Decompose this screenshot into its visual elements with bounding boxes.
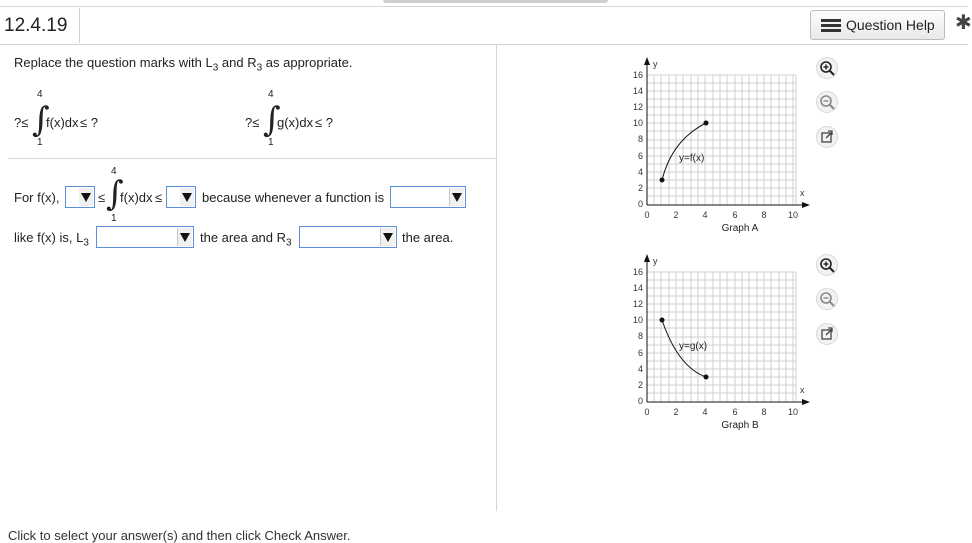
y-tick-label: 12: [632, 102, 643, 112]
y-tick-label: 14: [632, 86, 643, 96]
question-number: 12.4.19: [0, 8, 80, 43]
lower-bound-dropdown[interactable]: [65, 186, 95, 208]
graph-a-endpoint: [660, 178, 665, 183]
graph-a-caption: Graph A: [721, 223, 759, 234]
y-tick-label: 6: [637, 348, 643, 358]
graph-b-x-label: x: [800, 385, 805, 395]
x-tick-label: 0: [644, 210, 650, 220]
graph-a-endpoint: [704, 121, 709, 126]
graph-b: [620, 252, 820, 437]
graph-a: [620, 55, 820, 240]
x-tick-label: 6: [732, 210, 738, 220]
dropdown-arrow-icon: [79, 188, 93, 206]
zoom-in-button[interactable]: [816, 57, 838, 79]
integral-sign-icon: ∫: [32, 100, 50, 140]
gear-icon[interactable]: ✱: [955, 12, 972, 34]
pop-out-button[interactable]: [816, 126, 838, 148]
function-behavior-dropdown[interactable]: [390, 186, 466, 208]
integral-sign-icon: ∫: [263, 100, 281, 140]
answer-integrand: f(x)dx: [120, 190, 153, 205]
y-tick-label: 2: [637, 380, 643, 390]
y-tick-label: 4: [637, 364, 643, 374]
graph-a-x-label: x: [800, 188, 805, 198]
y-tick-label: 6: [637, 151, 643, 161]
area-and-text: the area and $R_3$: [200, 230, 292, 249]
the-area-text: the area.: [402, 230, 454, 245]
l3-area-dropdown[interactable]: [96, 226, 194, 248]
x-tick-label: 10: [787, 210, 799, 220]
graph-b-endpoint: [660, 318, 665, 323]
graph-b-y-label: y: [653, 256, 658, 266]
dropdown-arrow-icon: [449, 188, 464, 206]
eq2-integrand: g(x)dx: [277, 115, 314, 130]
le-sign-1: ≤: [98, 190, 106, 205]
y-tick-label: 16: [632, 267, 643, 277]
eq1-upper-limit: 4: [37, 89, 43, 100]
y-tick-label: 12: [632, 299, 643, 309]
top-scroll-tab: [383, 0, 608, 3]
graph-a-y-label: y: [653, 59, 658, 69]
answer-upper-limit: 4: [111, 166, 117, 177]
graph-a-grid: [647, 75, 796, 205]
x-tick-label: 8: [761, 407, 767, 417]
graph-b-x-arrow: [802, 399, 810, 405]
eq2-lower-limit: 1: [268, 137, 274, 148]
zoom-out-icon: [817, 289, 837, 309]
dropdown-arrow-icon: [180, 188, 194, 206]
y-tick-label: 14: [632, 283, 643, 293]
zoom-in-icon: [817, 58, 837, 78]
eq1-lower-limit: 1: [37, 137, 43, 148]
y-tick-label: 0: [637, 396, 643, 406]
y-tick-label: 2: [637, 183, 643, 193]
top-border: [0, 6, 968, 7]
list-icon: [821, 19, 841, 32]
graph-a-x-tick-labels: [644, 210, 798, 220]
zoom-in-button[interactable]: [816, 254, 838, 276]
like-text: like f(x) is, $L_3$: [14, 230, 89, 249]
because-text: because whenever a function is: [202, 190, 385, 205]
for-label: For f(x),: [14, 190, 60, 205]
graph-a-y-arrow: [644, 57, 650, 65]
zoom-out-icon: [817, 92, 837, 112]
eq2-right: ≤ ?: [315, 115, 333, 130]
x-tick-label: 8: [761, 210, 767, 220]
x-tick-label: 4: [702, 210, 708, 220]
answer-lower-limit: 1: [111, 213, 117, 224]
y-tick-label: 8: [637, 134, 643, 144]
eq2-left: ?≤: [245, 115, 260, 130]
r3-area-dropdown[interactable]: [299, 226, 397, 248]
graph-b-grid: [647, 272, 796, 402]
graph-b-curve-label: y=g(x): [679, 341, 708, 352]
upper-bound-dropdown[interactable]: [166, 186, 196, 208]
x-tick-label: 2: [673, 210, 679, 220]
y-tick-label: 4: [637, 167, 643, 177]
graph-b-x-tick-labels: [644, 407, 798, 417]
x-tick-label: 2: [673, 407, 679, 417]
external-link-icon: [817, 127, 837, 147]
graph-b-y-arrow: [644, 254, 650, 262]
zoom-out-button[interactable]: [816, 91, 838, 113]
le-sign-2: ≤: [155, 190, 163, 205]
y-tick-label: 10: [632, 118, 643, 128]
question-help-label: Question Help: [846, 17, 935, 33]
eq1-left: ?≤: [14, 115, 29, 130]
pop-out-button[interactable]: [816, 323, 838, 345]
question-prompt: Replace the question marks with $L_3$ and $R_3$ as appropriate.: [14, 55, 353, 74]
external-link-icon: [817, 324, 837, 344]
graph-a-y-tick-labels: [633, 70, 643, 209]
section-divider: [8, 158, 496, 159]
x-tick-label: 0: [644, 407, 650, 417]
header-divider: [0, 44, 968, 45]
graph-b-y-tick-labels: [633, 267, 643, 406]
y-tick-label: 16: [632, 70, 643, 80]
zoom-out-button[interactable]: [816, 288, 838, 310]
dropdown-arrow-icon: [380, 228, 395, 246]
panel-divider: [496, 45, 497, 511]
x-tick-label: 4: [702, 407, 708, 417]
graph-b-caption: Graph B: [721, 420, 759, 431]
integral-sign-icon: ∫: [106, 174, 124, 214]
x-tick-label: 6: [732, 407, 738, 417]
graph-b-endpoint: [704, 375, 709, 380]
footer-instruction: Click to select your answer(s) and then click Check Answer.: [8, 528, 351, 543]
y-tick-label: 10: [632, 315, 643, 325]
x-tick-label: 10: [787, 407, 799, 417]
y-tick-label: 0: [637, 199, 643, 209]
eq2-upper-limit: 4: [268, 89, 274, 100]
zoom-in-icon: [817, 255, 837, 275]
graph-a-curve-label: y=f(x): [679, 153, 705, 164]
dropdown-arrow-icon: [177, 228, 192, 246]
eq1-right: ≤ ?: [80, 115, 98, 130]
eq1-integrand: f(x)dx: [46, 115, 79, 130]
question-help-button[interactable]: [810, 10, 945, 40]
graph-a-x-arrow: [802, 202, 810, 208]
y-tick-label: 8: [637, 331, 643, 341]
